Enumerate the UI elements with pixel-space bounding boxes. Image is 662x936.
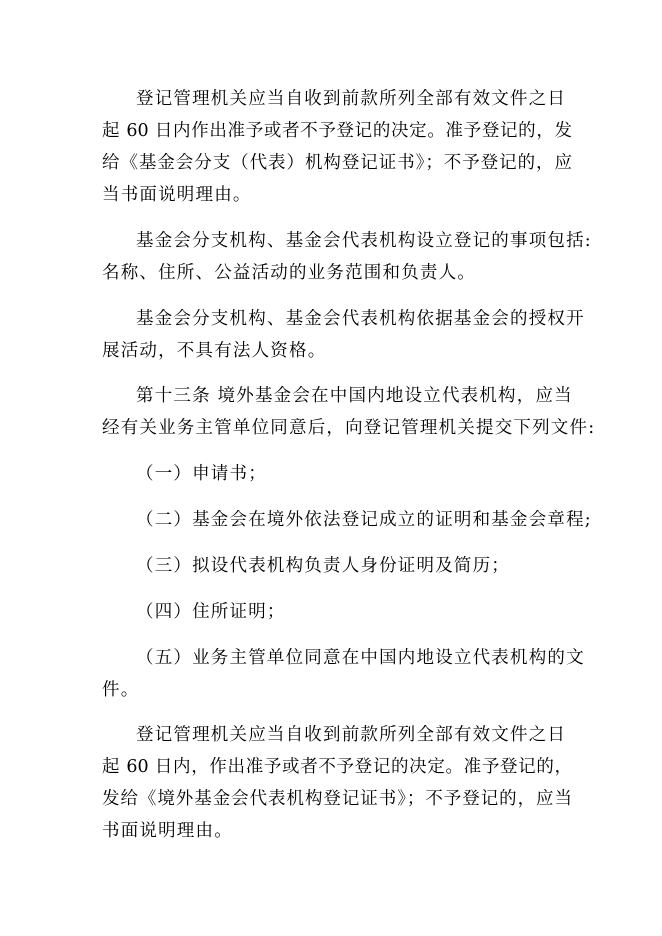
list-item-4: （四）住所证明；	[136, 602, 286, 622]
list-item-1: （一）申请书；	[136, 464, 267, 484]
final-paragraph-line-2: 起 60 日内，作出准予或者不予登记的决定。准予登记的，	[102, 757, 572, 777]
paragraph-1-line-2: 起 60 日内作出准予或者不予登记的决定。准予登记的，发	[102, 121, 572, 141]
paragraph-2-line-2: 名称、住所、公益活动的业务范围和负责人。	[102, 263, 476, 283]
paragraph-3-line-2: 展活动，不具有法人资格。	[102, 341, 327, 361]
article-13-line-2: 经有关业务主管单位同意后，向登记管理机关提交下列文件:	[102, 418, 596, 438]
paragraph-2-line-1: 基金会分支机构、基金会代表机构设立登记的事项包括:	[136, 231, 592, 251]
article-13-line-1: 第十三条 境外基金会在中国内地设立代表机构，应当	[136, 386, 573, 406]
list-item-5-line-2: 件。	[102, 680, 140, 700]
list-item-5-line-1: （五）业务主管单位同意在中国内地设立代表机构的文	[136, 648, 585, 668]
paragraph-1-line-3: 给《基金会分支（代表）机构登记证书》；不予登记的，应	[102, 153, 572, 173]
final-paragraph-line-1: 登记管理机关应当自收到前款所列全部有效文件之日	[136, 725, 567, 745]
list-item-3: （三）拟设代表机构负责人身份证明及简历；	[136, 556, 510, 576]
final-paragraph-line-4: 书面说明理由。	[102, 821, 233, 841]
final-paragraph-line-3: 发给《境外基金会代表机构登记证书》；不予登记的，应当	[102, 789, 572, 809]
paragraph-1-line-1: 登记管理机关应当自收到前款所列全部有效文件之日	[136, 89, 567, 109]
paragraph-1-line-4: 当书面说明理由。	[102, 185, 252, 205]
paragraph-3-line-1: 基金会分支机构、基金会代表机构依据基金会的授权开	[136, 309, 585, 329]
list-item-2: （二）基金会在境外依法登记成立的证明和基金会章程;	[136, 510, 592, 530]
